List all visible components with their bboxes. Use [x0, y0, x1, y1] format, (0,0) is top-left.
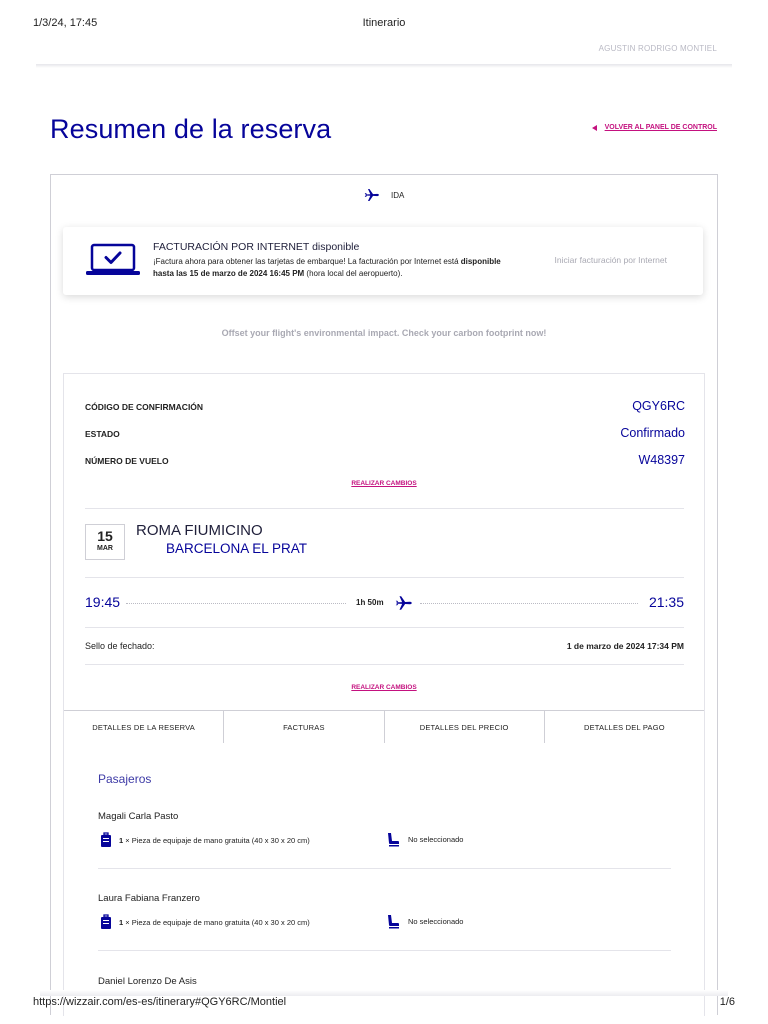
back-link-label: VOLVER AL PANEL DE CONTROL	[604, 124, 717, 131]
baggage-quantity: 1	[119, 835, 124, 845]
make-changes-link-top[interactable]: REALIZAR CAMBIOS	[351, 480, 417, 487]
user-name[interactable]: AGUSTIN RODRIGO MONTIEL	[598, 44, 717, 53]
origin-airport: ROMA FIUMICINO	[136, 522, 263, 539]
cabin-bag-icon	[100, 914, 112, 930]
baggage-quantity: 1	[119, 917, 124, 927]
baggage-text: × Pieza de equipaje de mano gratuita (40 x 30 x 20 cm)	[123, 917, 310, 927]
flight-number-label: NÚMERO DE VUELO	[85, 456, 169, 466]
timestamp-value: 1 de marzo de 2024 17:34 PM	[566, 641, 684, 651]
print-title: Itinerario	[362, 17, 406, 29]
checkin-title: FACTURACIÓN POR INTERNET disponible	[153, 241, 360, 253]
passengers-heading: Pasajeros	[98, 772, 152, 786]
carbon-offset-link[interactable]: Offset your flight's environmental impact. Check your carbon footprint now!	[221, 328, 547, 338]
route-line-left	[126, 603, 346, 604]
route-line-right	[420, 603, 638, 604]
divider	[98, 868, 671, 869]
tab-booking-details[interactable]: DETALLES DE LA RESERVA	[92, 722, 196, 732]
passenger-baggage	[100, 914, 310, 930]
divider	[85, 664, 684, 665]
seat-icon	[386, 914, 400, 929]
plane-icon	[363, 187, 381, 203]
baggage-description	[119, 918, 310, 927]
print-page-number: 1/6	[719, 996, 735, 1008]
tab-price-details[interactable]: DETALLES DEL PRECIO	[384, 711, 544, 743]
flight-day: 15	[97, 528, 113, 544]
print-datetime: 1/3/24, 17:45	[33, 17, 98, 29]
itinerary-panel	[50, 174, 718, 1015]
passenger-name: Laura Fabiana Franzero	[98, 893, 200, 904]
passenger-seat	[386, 832, 463, 847]
make-changes-link-bottom[interactable]: REALIZAR CAMBIOS	[351, 684, 417, 691]
cabin-bag-icon	[100, 832, 112, 848]
details-tabs	[64, 710, 704, 743]
laptop-check-icon	[85, 243, 141, 277]
divider	[85, 508, 684, 509]
arrival-time: 21:35	[648, 594, 684, 610]
passenger-seat	[386, 914, 463, 929]
passenger-name: Daniel Lorenzo De Asis	[98, 976, 197, 987]
page-title: Resumen de la reserva	[50, 114, 332, 144]
direction-label: IDA	[391, 190, 405, 200]
booking-card	[63, 373, 705, 1016]
direction-header	[363, 187, 404, 203]
seat-status: No seleccionado	[408, 835, 464, 844]
checkin-deadline: disponible hasta las 15 de marzo de 2024 16:45 PM	[153, 257, 501, 278]
destination-airport: BARCELONA EL PRAT	[166, 541, 308, 556]
print-url: https://wizzair.com/es-es/itinerary#QGY6RC/Montiel	[33, 996, 287, 1008]
passenger-name: Magali Carla Pasto	[98, 811, 179, 822]
confirmation-row	[85, 399, 685, 413]
confirmation-label: CÓDIGO DE CONFIRMACIÓN	[85, 402, 204, 412]
tab-invoices[interactable]: FACTURAS	[223, 711, 383, 743]
divider	[85, 627, 684, 628]
status-row	[85, 426, 685, 440]
checkin-text-1: ¡Factura ahora para obtener las tarjetas de embarque! La facturación por Internet está	[153, 257, 459, 266]
passenger-baggage	[100, 832, 310, 848]
flight-date	[85, 524, 125, 560]
seat-icon	[386, 832, 400, 847]
start-checkin-button[interactable]: Iniciar facturación por Internet	[554, 255, 667, 265]
divider	[85, 577, 684, 578]
flight-month: MAR	[97, 545, 113, 552]
header-divider	[36, 64, 732, 68]
tab-payment-details[interactable]: DETALLES DEL PAGO	[544, 711, 704, 743]
checkin-text-2: (hora local del aeropuerto).	[304, 269, 403, 278]
status-value: Confirmado	[620, 426, 685, 440]
flight-number-value: W48397	[638, 453, 685, 467]
confirmation-code: QGY6RC	[632, 399, 685, 413]
timestamp-label: Sello de fechado:	[85, 641, 155, 651]
plane-icon	[395, 594, 413, 612]
baggage-text: × Pieza de equipaje de mano gratuita (40 x 30 x 20 cm)	[123, 835, 310, 845]
flight-number-row	[85, 453, 685, 467]
back-to-dashboard-link[interactable]	[592, 124, 717, 131]
departure-time: 19:45	[85, 594, 121, 610]
baggage-description	[119, 836, 310, 845]
seat-status: No seleccionado	[408, 917, 464, 926]
status-label: ESTADO	[85, 429, 120, 439]
online-checkin-banner	[63, 227, 703, 295]
back-arrow-icon	[592, 125, 597, 131]
flight-duration: 1h 50m	[356, 598, 384, 607]
checkin-description	[153, 256, 513, 280]
divider	[98, 950, 671, 951]
